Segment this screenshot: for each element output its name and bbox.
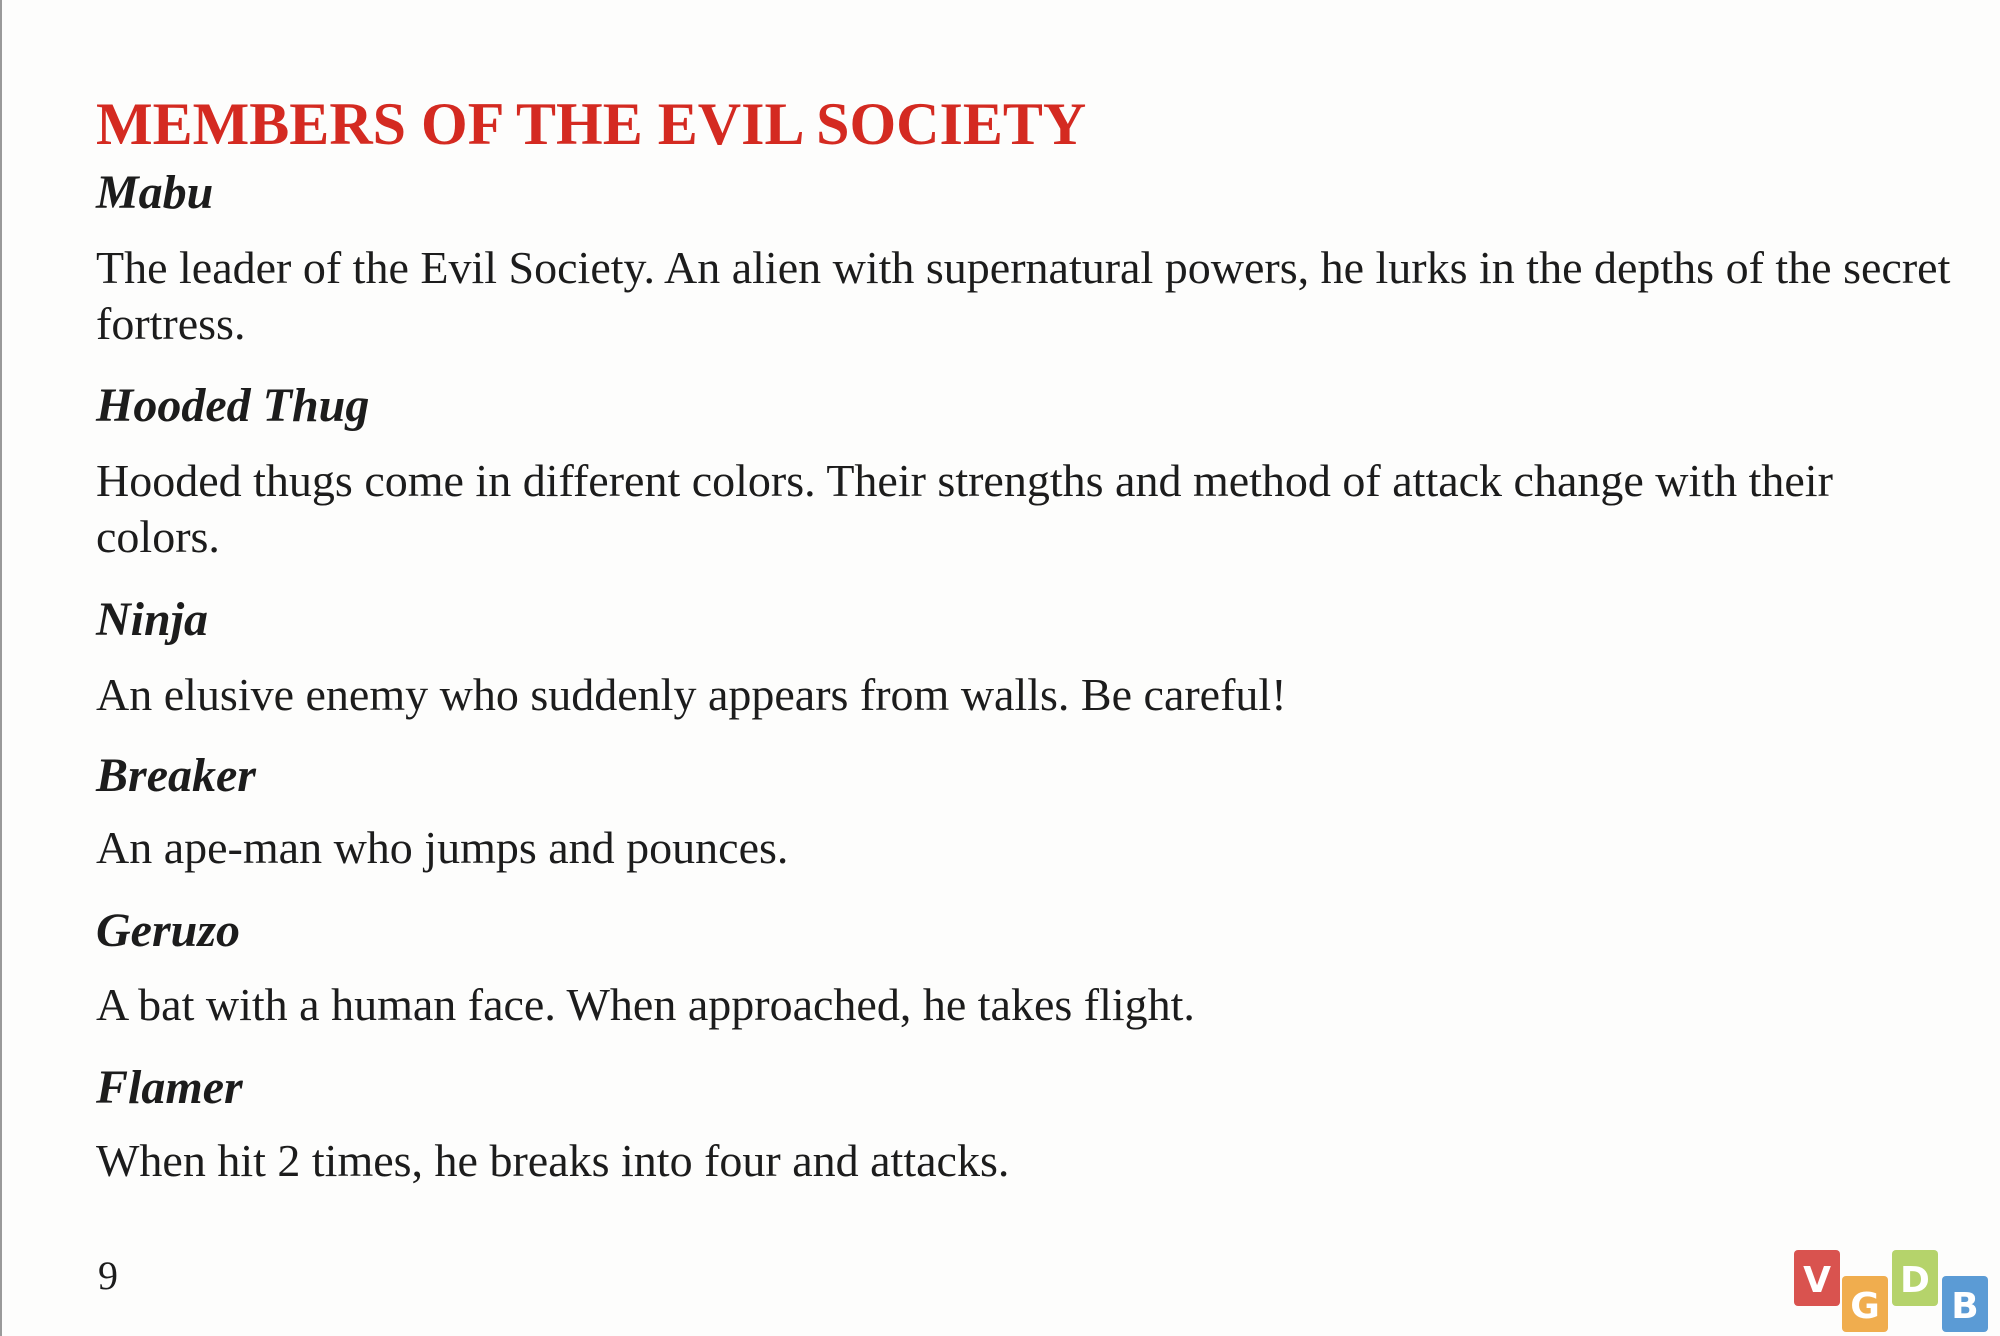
logo-tile-d [1892, 1250, 1938, 1306]
entry-name-flamer: Flamer [96, 1061, 243, 1114]
entry-description-mabu: The leader of the Evil Society. An alien with supernatural powers, he lurks in the depths of the secret fortress. [96, 242, 1951, 349]
logo-tile-v [1794, 1250, 1840, 1306]
logo-tile-b [1942, 1276, 1988, 1332]
entry-description-breaker: An ape-man who jumps and pounces. [96, 822, 789, 873]
entry-description-flamer: When hit 2 times, he breaks into four and attacks. [96, 1135, 1010, 1186]
svg-text:V: V [1803, 1260, 1831, 1301]
entry-description-geruzo: A bat with a human face. When approached, he takes flight. [96, 979, 1195, 1030]
entry-name-hooded-thug: Hooded Thug [96, 379, 370, 432]
svg-text:G: G [1850, 1286, 1880, 1327]
vgdb-watermark-logo [1792, 1248, 1998, 1334]
svg-text:D: D [1900, 1260, 1930, 1301]
logo-tile-g [1842, 1276, 1888, 1332]
entry-name-ninja: Ninja [96, 593, 209, 646]
svg-text:B: B [1951, 1286, 1979, 1327]
page-edge [0, 0, 2, 1336]
entry-description-ninja: An elusive enemy who suddenly appears from walls. Be careful! [96, 669, 1287, 720]
page-number: 9 [98, 1253, 118, 1298]
entry-name-mabu: Mabu [96, 166, 214, 219]
entry-name-geruzo: Geruzo [96, 904, 241, 957]
entry-name-breaker: Breaker [96, 749, 256, 802]
entry-description-hooded-thug: Hooded thugs come in different colors. Their strengths and method of attack change with their colors. [96, 455, 1833, 562]
page-title: MEMBERS OF THE EVIL SOCIETY [96, 91, 1087, 157]
